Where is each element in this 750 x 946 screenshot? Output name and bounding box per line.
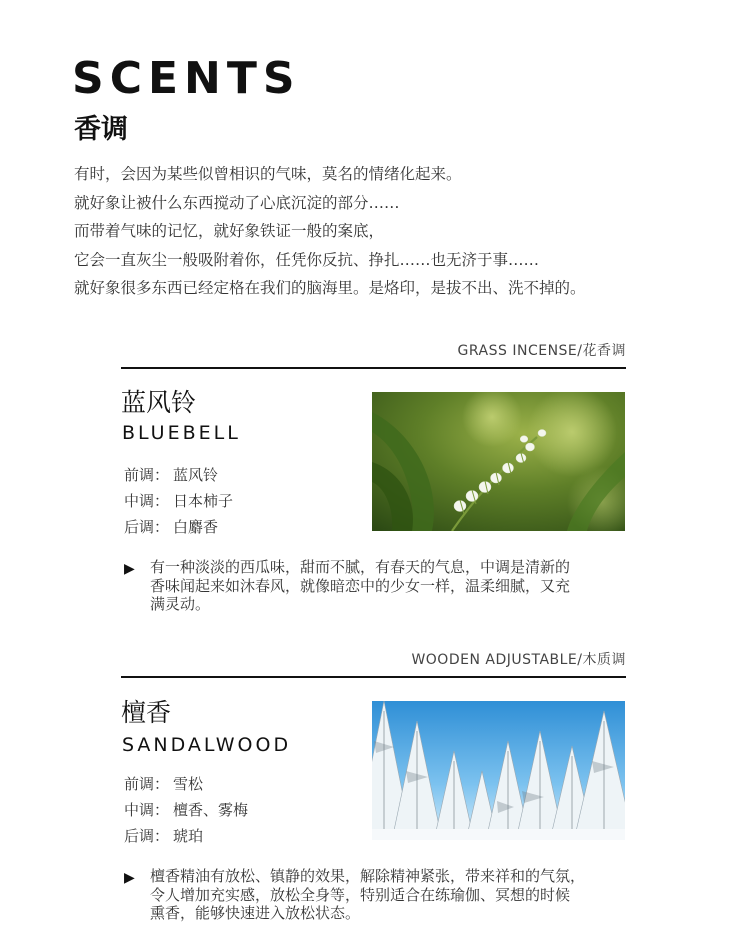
intro-line: 就好象很多东西已经定格在我们的脑海里。是烙印，是拔不出、洗不掉的。	[74, 279, 586, 297]
intro-line: 有时，会因为某些似曾相识的气味，莫名的情绪化起来。	[74, 165, 462, 183]
description-text	[150, 558, 650, 614]
scent-name-zh: 蓝风铃	[121, 388, 197, 417]
base-note	[124, 823, 248, 849]
scent-notes	[124, 462, 233, 540]
lily-of-the-valley-photo	[372, 392, 625, 531]
description-line: 有一种淡淡的西瓜味，甜而不腻，有春天的气息，中调是清新的	[150, 558, 571, 576]
description-line: 檀香精油有放松、镇静的效果，解除精神紧张，带来祥和的气氛，	[150, 867, 586, 885]
intro-line: 它会一直灰尘一般吸附着你，任凭你反抗、挣扎……也无济于事……	[74, 250, 540, 269]
intro-paragraph	[74, 160, 714, 303]
note-key: 中调：	[124, 492, 170, 510]
description-line: 熏香，能够快速进入放松状态。	[150, 904, 361, 922]
note-key: 后调：	[124, 518, 170, 536]
intro-line: 而带着气味的记忆，就好象铁证一般的案底，	[74, 222, 385, 240]
description-line: 满灵动。	[150, 595, 211, 613]
note-key: 后调：	[124, 827, 170, 845]
description-line: 香味闻起来如沐春风，就像暗恋中的少女一样，温柔细腻，又充	[150, 576, 571, 595]
snowy-pine-forest-photo	[372, 701, 625, 840]
section-divider	[121, 367, 626, 369]
top-note	[124, 771, 248, 797]
top-note	[124, 462, 233, 488]
note-value: 日本柿子	[173, 492, 234, 510]
title-zh: 香调	[74, 114, 128, 145]
middle-note	[124, 797, 248, 823]
scent-notes	[124, 771, 248, 849]
note-key: 中调：	[124, 801, 170, 819]
note-key: 前调：	[124, 466, 170, 484]
note-value: 白麝香	[173, 518, 219, 536]
note-key: 前调：	[124, 775, 170, 793]
scent-name-en: SANDALWOOD	[122, 734, 292, 756]
section-divider	[121, 676, 626, 678]
section-category-label: GRASS INCENSE/花香调	[457, 343, 626, 359]
title-en: SCENTS	[72, 53, 301, 104]
arrow-right-icon: ▶	[124, 870, 135, 886]
note-value: 檀香、雾梅	[173, 801, 249, 819]
section-category-label: WOODEN ADJUSTABLE/木质调	[411, 652, 626, 668]
arrow-right-icon: ▶	[124, 561, 135, 577]
scent-name-en: BLUEBELL	[122, 422, 241, 444]
middle-note	[124, 488, 233, 514]
note-value: 琥珀	[173, 827, 204, 845]
note-value: 蓝风铃	[173, 466, 219, 484]
description-line: 令人增加充实感，放松全身等，特别适合在练瑜伽、冥想的时候	[150, 885, 571, 904]
base-note	[124, 514, 233, 540]
scent-name-zh: 檀香	[121, 698, 172, 727]
note-value: 雪松	[173, 775, 204, 793]
intro-line: 就好象让被什么东西搅动了心底沉淀的部分……	[74, 193, 400, 212]
description-text	[150, 867, 650, 923]
